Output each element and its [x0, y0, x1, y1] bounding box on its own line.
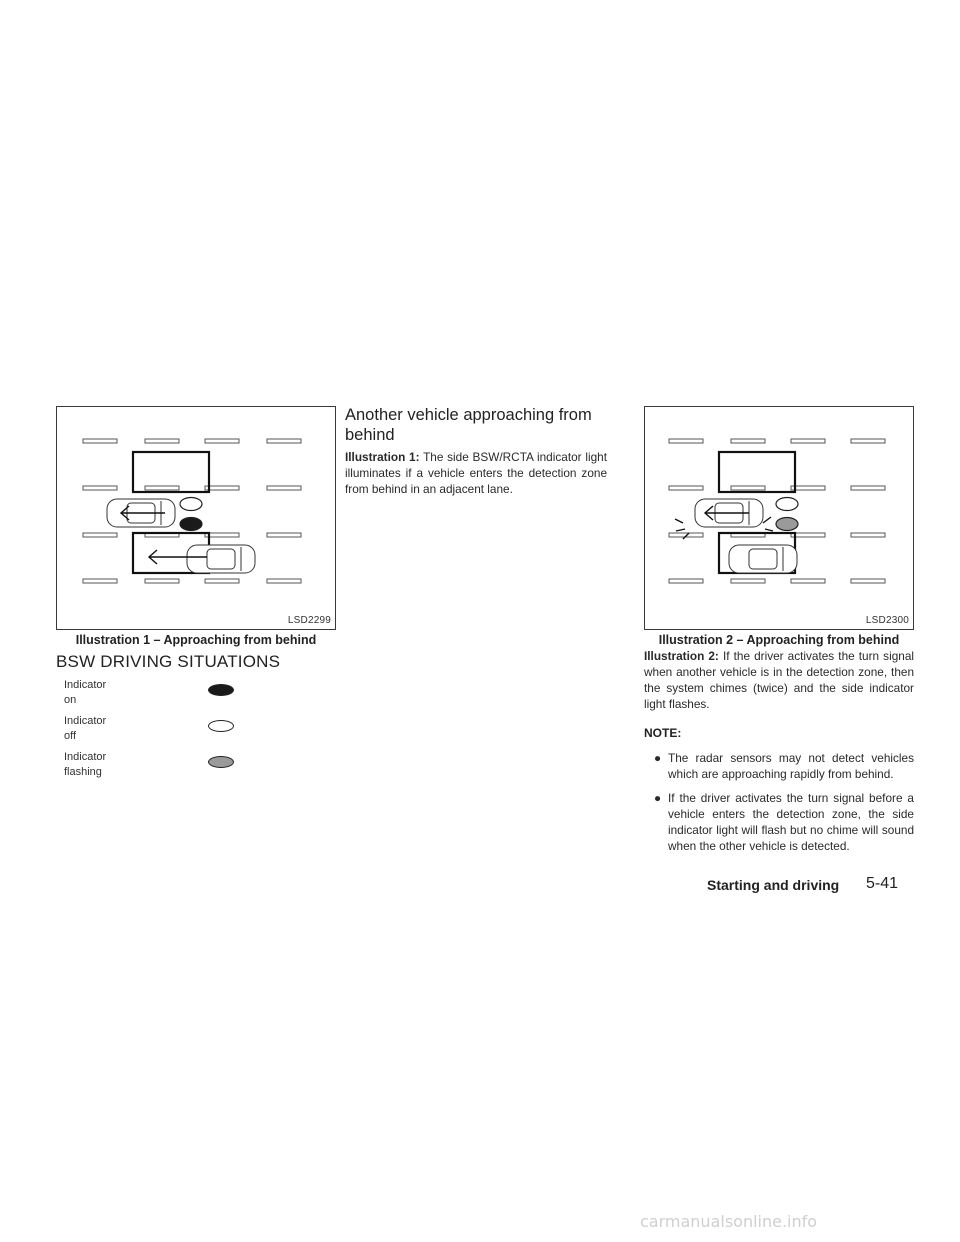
footer-section-label: Starting and driving	[707, 877, 840, 893]
illustration-1-drawing	[57, 407, 335, 629]
legend-label: Indicator flashing	[64, 751, 107, 778]
illustration-1-caption: Illustration 1 – Approaching from behind	[75, 633, 317, 647]
bullet-icon: ●	[654, 791, 662, 805]
bullet-text: The radar sensors may not detect vehicles which are approaching rapidly from behind.	[668, 751, 914, 781]
illustration-2-caption: Illustration 2 – Approaching from behind	[658, 633, 900, 647]
legend-item-off	[64, 714, 264, 748]
page-number: 5-41	[866, 875, 899, 892]
approaching-vehicle	[729, 545, 797, 573]
indicator-flashing-icon	[776, 518, 798, 531]
indicator-off-icon	[180, 498, 202, 511]
approaching-vehicle	[187, 545, 255, 573]
note-title: NOTE:	[644, 726, 682, 740]
indicator-flashing-icon	[208, 756, 234, 768]
paragraph-text: If the driver activates the turn signal when another vehicle is in the detection zone, then the system chimes (twice) and the side indicator light flashes.	[644, 649, 914, 711]
legend-label: Indicator off	[64, 715, 107, 742]
watermark: carmanualsonline.info	[640, 1212, 818, 1231]
bullet-text: If the driver activates the turn signal before a vehicle enters the detection zone, the side indicator light will flash but no chime will sound when the other vehicle is detected.	[668, 791, 914, 853]
indicator-on-icon	[208, 684, 234, 696]
figure-code: LSD2300	[865, 615, 909, 626]
bullet-icon: ●	[654, 751, 662, 765]
section-title: BSW DRIVING SITUATIONS	[56, 652, 281, 671]
note-bullet	[654, 750, 914, 782]
paragraph-lead: Illustration 2:	[644, 649, 719, 663]
indicator-off-icon	[776, 498, 798, 511]
paragraph-lead: Illustration 1:	[345, 450, 420, 464]
legend-item-on	[64, 678, 264, 712]
legend-item-flashing	[64, 750, 264, 784]
paragraph-illustration-2	[644, 648, 914, 712]
paragraph-text: The side BSW/RCTA indicator light illuminates if a vehicle enters the detection zone from behind in an adjacent lane.	[345, 450, 607, 496]
figure-code: LSD2299	[287, 615, 331, 626]
note-bullet	[654, 790, 914, 854]
subsection-title: Another vehicle approaching from behind	[345, 406, 592, 444]
legend-label: Indicator on	[64, 679, 107, 706]
illustration-2	[644, 406, 914, 630]
paragraph-illustration-1	[345, 449, 607, 497]
indicator-off-icon	[208, 720, 234, 732]
illustration-1	[56, 406, 336, 630]
indicator-on-icon	[180, 518, 202, 531]
illustration-2-drawing	[645, 407, 913, 629]
